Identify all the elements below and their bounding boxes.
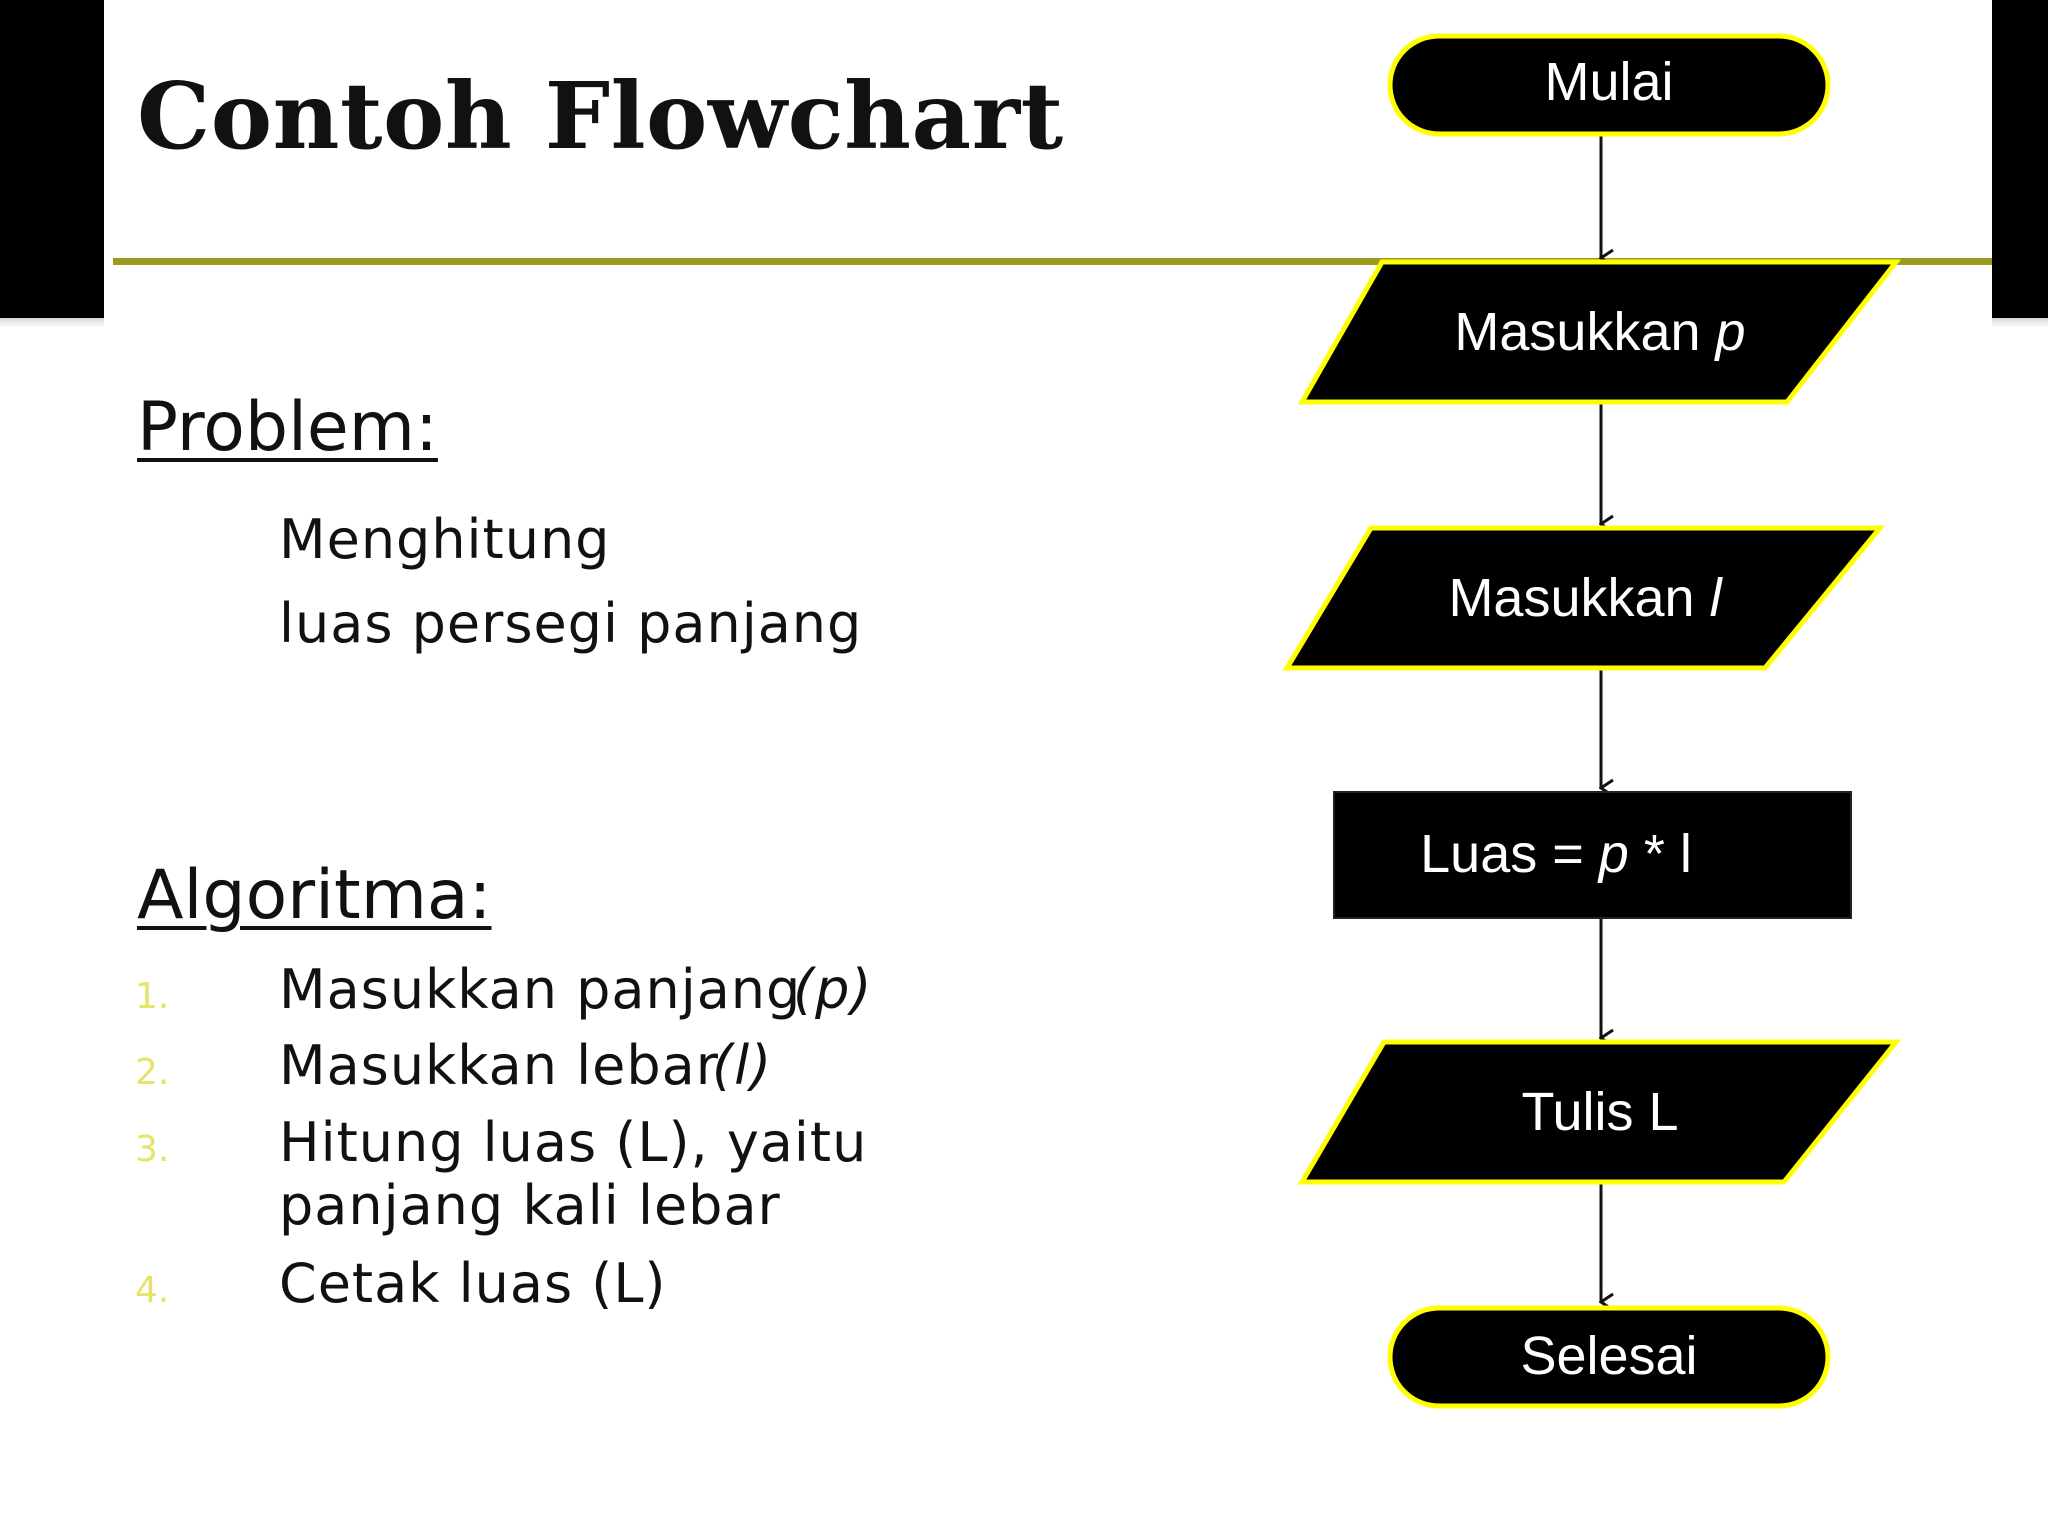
input-l-parallelogram [1287, 528, 1880, 668]
step-text: Cetak luas (L) [279, 1252, 667, 1315]
input-p-parallelogram [1302, 262, 1896, 402]
process-box [1334, 792, 1851, 918]
end-terminator [1390, 1308, 1828, 1406]
step-number: 4. [135, 1270, 170, 1311]
step-number: 3. [135, 1129, 170, 1170]
problem-line-1: Menghitung [279, 508, 611, 571]
step-text: Hitung luas (L), yaitu [279, 1111, 868, 1174]
problem-heading: Problem: [137, 388, 438, 467]
end-label: Selesai [1520, 1326, 1698, 1386]
step-text: Masukkan panjang [279, 958, 802, 1021]
step-number: 2. [135, 1052, 170, 1093]
slide-title: Contoh Flowchart [137, 62, 1064, 170]
input-l-label: Masukkan l [1448, 568, 1722, 628]
problem-line-2: luas persegi panjang [279, 592, 863, 655]
step-text-continued: panjang kali lebar [279, 1174, 781, 1237]
input-p-label: Masukkan p [1454, 302, 1746, 362]
algorithm-heading: Algoritma: [137, 856, 492, 935]
step-variable: (l) [712, 1034, 773, 1097]
start-terminator [1390, 36, 1828, 134]
output-parallelogram [1302, 1042, 1896, 1182]
process-label: Luas = p * l [1420, 824, 1692, 884]
step-number: 1. [135, 976, 170, 1017]
step-variable: (p) [793, 958, 873, 1021]
output-label: Tulis L [1521, 1082, 1679, 1142]
step-text: Masukkan lebar [279, 1034, 719, 1097]
start-label: Mulai [1544, 52, 1674, 112]
